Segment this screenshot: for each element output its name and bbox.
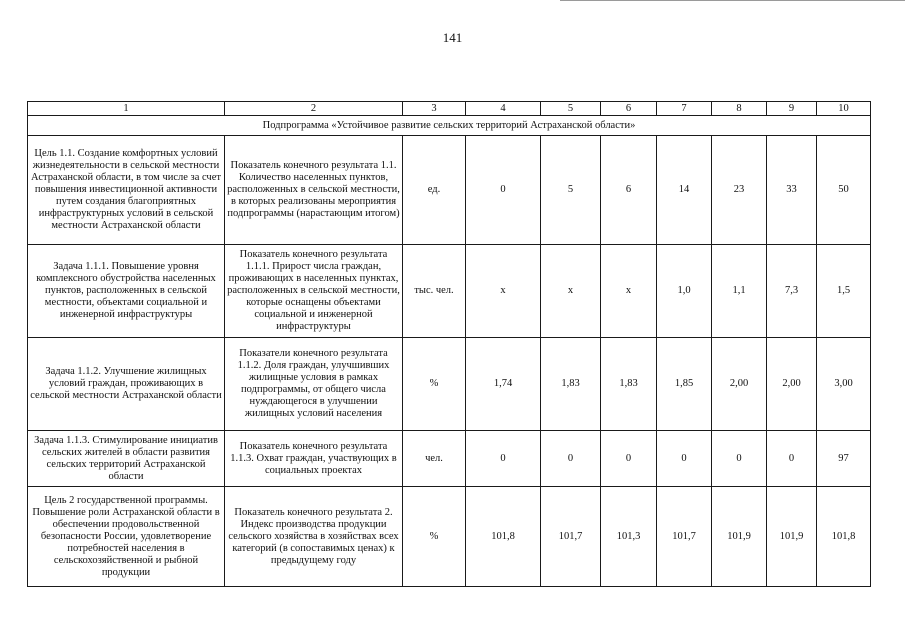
column-number-row [28,102,871,116]
value-cell: 33 [767,136,817,245]
value-cell: 0 [466,431,541,487]
column-header: 8 [712,102,767,116]
value-cell: 0 [767,431,817,487]
goal-cell: Цель 2 государственной программы. Повышение роли Астраханской области в обеспечении продовольственной безопасности России, удовлетворение потребностей населения в сельскохозяйственной и рыбной продукции [28,487,225,587]
value-cell: 1,1 [712,245,767,338]
table-row [28,136,871,245]
value-cell: х [466,245,541,338]
scan-edge-line [560,0,905,1]
indicator-cell: Показатель конечного результата 1.1.1. Прирост числа граждан, проживающих в населенных пунктах, расположенных в сельской местности, которые оснащены объектами социальной и инженерной инфраструктуры [225,245,403,338]
value-cell: 14 [657,136,712,245]
value-cell: 101,9 [712,487,767,587]
column-header: 10 [817,102,871,116]
indicator-cell: Показатель конечного результата 2. Индекс производства продукции сельского хозяйства в хозяйствах всех категорий (в сопоставимых ценах) к предыдущему году [225,487,403,587]
value-cell: 1,0 [657,245,712,338]
value-cell: 101,3 [601,487,657,587]
value-cell: 1,85 [657,338,712,431]
value-cell: 101,7 [541,487,601,587]
subprogram-title: Подпрограмма «Устойчивое развитие сельских территорий Астраханской области» [28,116,871,136]
value-cell: 0 [466,136,541,245]
table-row [28,245,871,338]
value-cell: 0 [712,431,767,487]
subprogram-row [28,116,871,136]
value-cell: 101,8 [466,487,541,587]
indicator-cell: Показатель конечного результата 1.1.3. Охват граждан, участвующих в социальных проектах [225,431,403,487]
value-cell: 0 [601,431,657,487]
unit-cell: чел. [403,431,466,487]
value-cell: 101,9 [767,487,817,587]
value-cell: 7,3 [767,245,817,338]
value-cell: 50 [817,136,871,245]
unit-cell: % [403,338,466,431]
table-row [28,431,871,487]
unit-cell: % [403,487,466,587]
goal-cell: Задача 1.1.2. Улучшение жилищных условий граждан, проживающих в сельской местности Астраханской области [28,338,225,431]
value-cell: 2,00 [712,338,767,431]
goal-cell: Задача 1.1.1. Повышение уровня комплексного обустройства населенных пунктов, расположенных в сельской местности, объектами социальной и инженерной инфраструктуры [28,245,225,338]
value-cell: 5 [541,136,601,245]
page-number: 141 [442,30,463,45]
value-cell: 23 [712,136,767,245]
column-header: 9 [767,102,817,116]
value-cell: 0 [657,431,712,487]
column-header: 7 [657,102,712,116]
column-header: 2 [225,102,403,116]
goal-cell: Задача 1.1.3. Стимулирование инициатив сельских жителей в области развития сельских территорий Астраханской области [28,431,225,487]
column-header: 1 [28,102,225,116]
value-cell: 1,83 [601,338,657,431]
column-header: 5 [541,102,601,116]
column-header: 3 [403,102,466,116]
indicator-cell: Показатель конечного результата 1.1. Количество населенных пунктов, расположенных в сельской местности, в которых реализованы мероприятия подпрограммы (нарастающим итогом) [225,136,403,245]
goal-cell: Цель 1.1. Создание комфортных условий жизнедеятельности в сельской местности Астраханской области, в том числе за счет повышения инвестиционной активности путем создания благоприятных инфраструктурных условий в сельской местности Астраханской области [28,136,225,245]
value-cell: х [541,245,601,338]
value-cell: 101,8 [817,487,871,587]
table-row [28,338,871,431]
indicators-table [27,101,871,587]
value-cell: 1,74 [466,338,541,431]
value-cell: 97 [817,431,871,487]
value-cell: х [601,245,657,338]
column-header: 6 [601,102,657,116]
column-header: 4 [466,102,541,116]
value-cell: 6 [601,136,657,245]
value-cell: 1,83 [541,338,601,431]
indicator-cell: Показатели конечного результата 1.1.2. Доля граждан, улучшивших жилищные условия в рамках подпрограммы, от общего числа нуждающегося в улучшении жилищных условий населения [225,338,403,431]
unit-cell: тыс. чел. [403,245,466,338]
value-cell: 0 [541,431,601,487]
value-cell: 101,7 [657,487,712,587]
value-cell: 1,5 [817,245,871,338]
value-cell: 2,00 [767,338,817,431]
unit-cell: ед. [403,136,466,245]
value-cell: 3,00 [817,338,871,431]
table-row [28,487,871,587]
